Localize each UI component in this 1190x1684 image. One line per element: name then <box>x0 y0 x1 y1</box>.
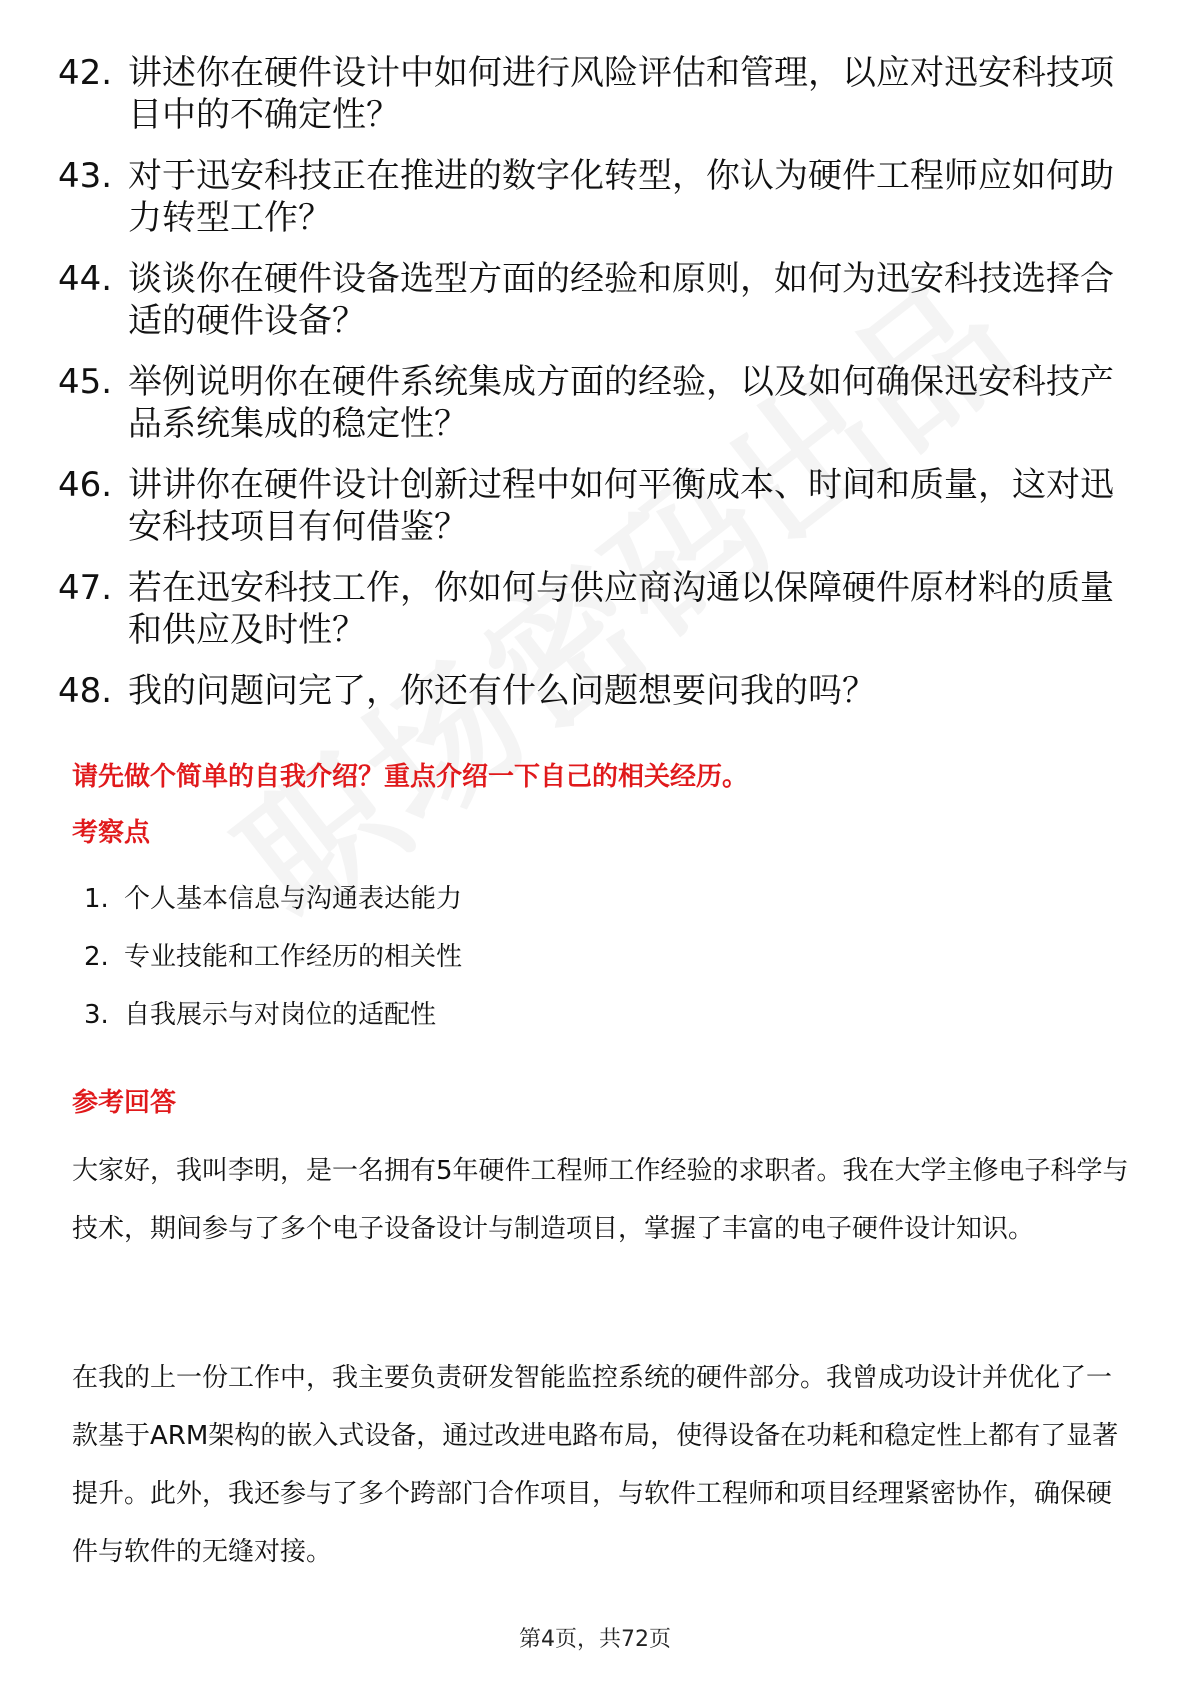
answer-paragraph: 大家好，我叫李明，是一名拥有5年硬件工程师工作经验的求职者。我在大学主修电子科学与技术，期间参与了多个电子设备设计与制造项目，掌握了丰富的电子硬件设计知识。 <box>72 1156 1129 1244</box>
question-item <box>58 361 1128 445</box>
assessment-point <box>84 1000 462 1030</box>
assessment-title: 考察点 <box>72 818 151 848</box>
question-text: 举例说明你在硬件系统集成方面的经验，以及如何确保迅安科技产品系统集成的稳定性？ <box>128 362 1114 444</box>
question-item <box>58 52 1128 136</box>
question-text: 若在迅安科技工作，你如何与供应商沟通以保障硬件原材料的质量和供应及时性？ <box>128 568 1114 650</box>
question-text: 我的问题问完了，你还有什么问题想要问我的吗？ <box>128 671 876 711</box>
point-text: 专业技能和工作经历的相关性 <box>124 942 463 972</box>
question-number: 47. <box>58 568 113 608</box>
point-number: 1. <box>84 884 109 914</box>
question-item <box>58 258 1128 342</box>
question-item <box>58 670 1128 712</box>
question-text: 讲述你在硬件设计中如何进行风险评估和管理，以应对迅安科技项目中的不确定性？ <box>128 53 1114 135</box>
featured-question: 请先做个简单的自我介绍？重点介绍一下自己的相关经历。 <box>72 762 749 792</box>
question-text: 谈谈你在硬件设备选型方面的经验和原则，如何为迅安科技选择合适的硬件设备？ <box>128 259 1114 341</box>
answer-paragraph: 在我的上一份工作中，我主要负责研发智能监控系统的硬件部分。我曾成功设计并优化了一款基于ARM架构的嵌入式设备，通过改进电路布局，使得设备在功耗和稳定性上都有了显著提升。此外，我还参与了多个跨部门合作项目，与软件工程师和项目经理紧密协作，确保硬件与软件的无缝对接。 <box>72 1363 1119 1567</box>
assessment-point <box>84 884 462 914</box>
question-item <box>58 567 1128 651</box>
question-number: 48. <box>58 671 113 711</box>
point-text: 自我展示与对岗位的适配性 <box>124 1000 437 1030</box>
question-text: 对于迅安科技正在推进的数字化转型，你认为硬件工程师应如何助力转型工作？ <box>128 156 1114 238</box>
question-item <box>58 155 1128 239</box>
point-number: 2. <box>84 942 109 972</box>
question-number: 42. <box>58 53 113 93</box>
reference-title: 参考回答 <box>72 1088 177 1118</box>
point-text: 个人基本信息与沟通表达能力 <box>124 884 463 914</box>
question-item <box>58 464 1128 548</box>
question-number: 45. <box>58 362 113 402</box>
page-footer: 第4页，共72页 <box>519 1627 671 1652</box>
assessment-point <box>84 942 462 972</box>
question-number: 43. <box>58 156 113 196</box>
question-list <box>58 52 1128 731</box>
point-number: 3. <box>84 1000 109 1030</box>
question-text: 讲讲你在硬件设计创新过程中如何平衡成本、时间和质量，这对迅安科技项目有何借鉴？ <box>128 465 1114 547</box>
assessment-points <box>84 884 462 1058</box>
question-number: 44. <box>58 259 113 299</box>
question-number: 46. <box>58 465 113 505</box>
